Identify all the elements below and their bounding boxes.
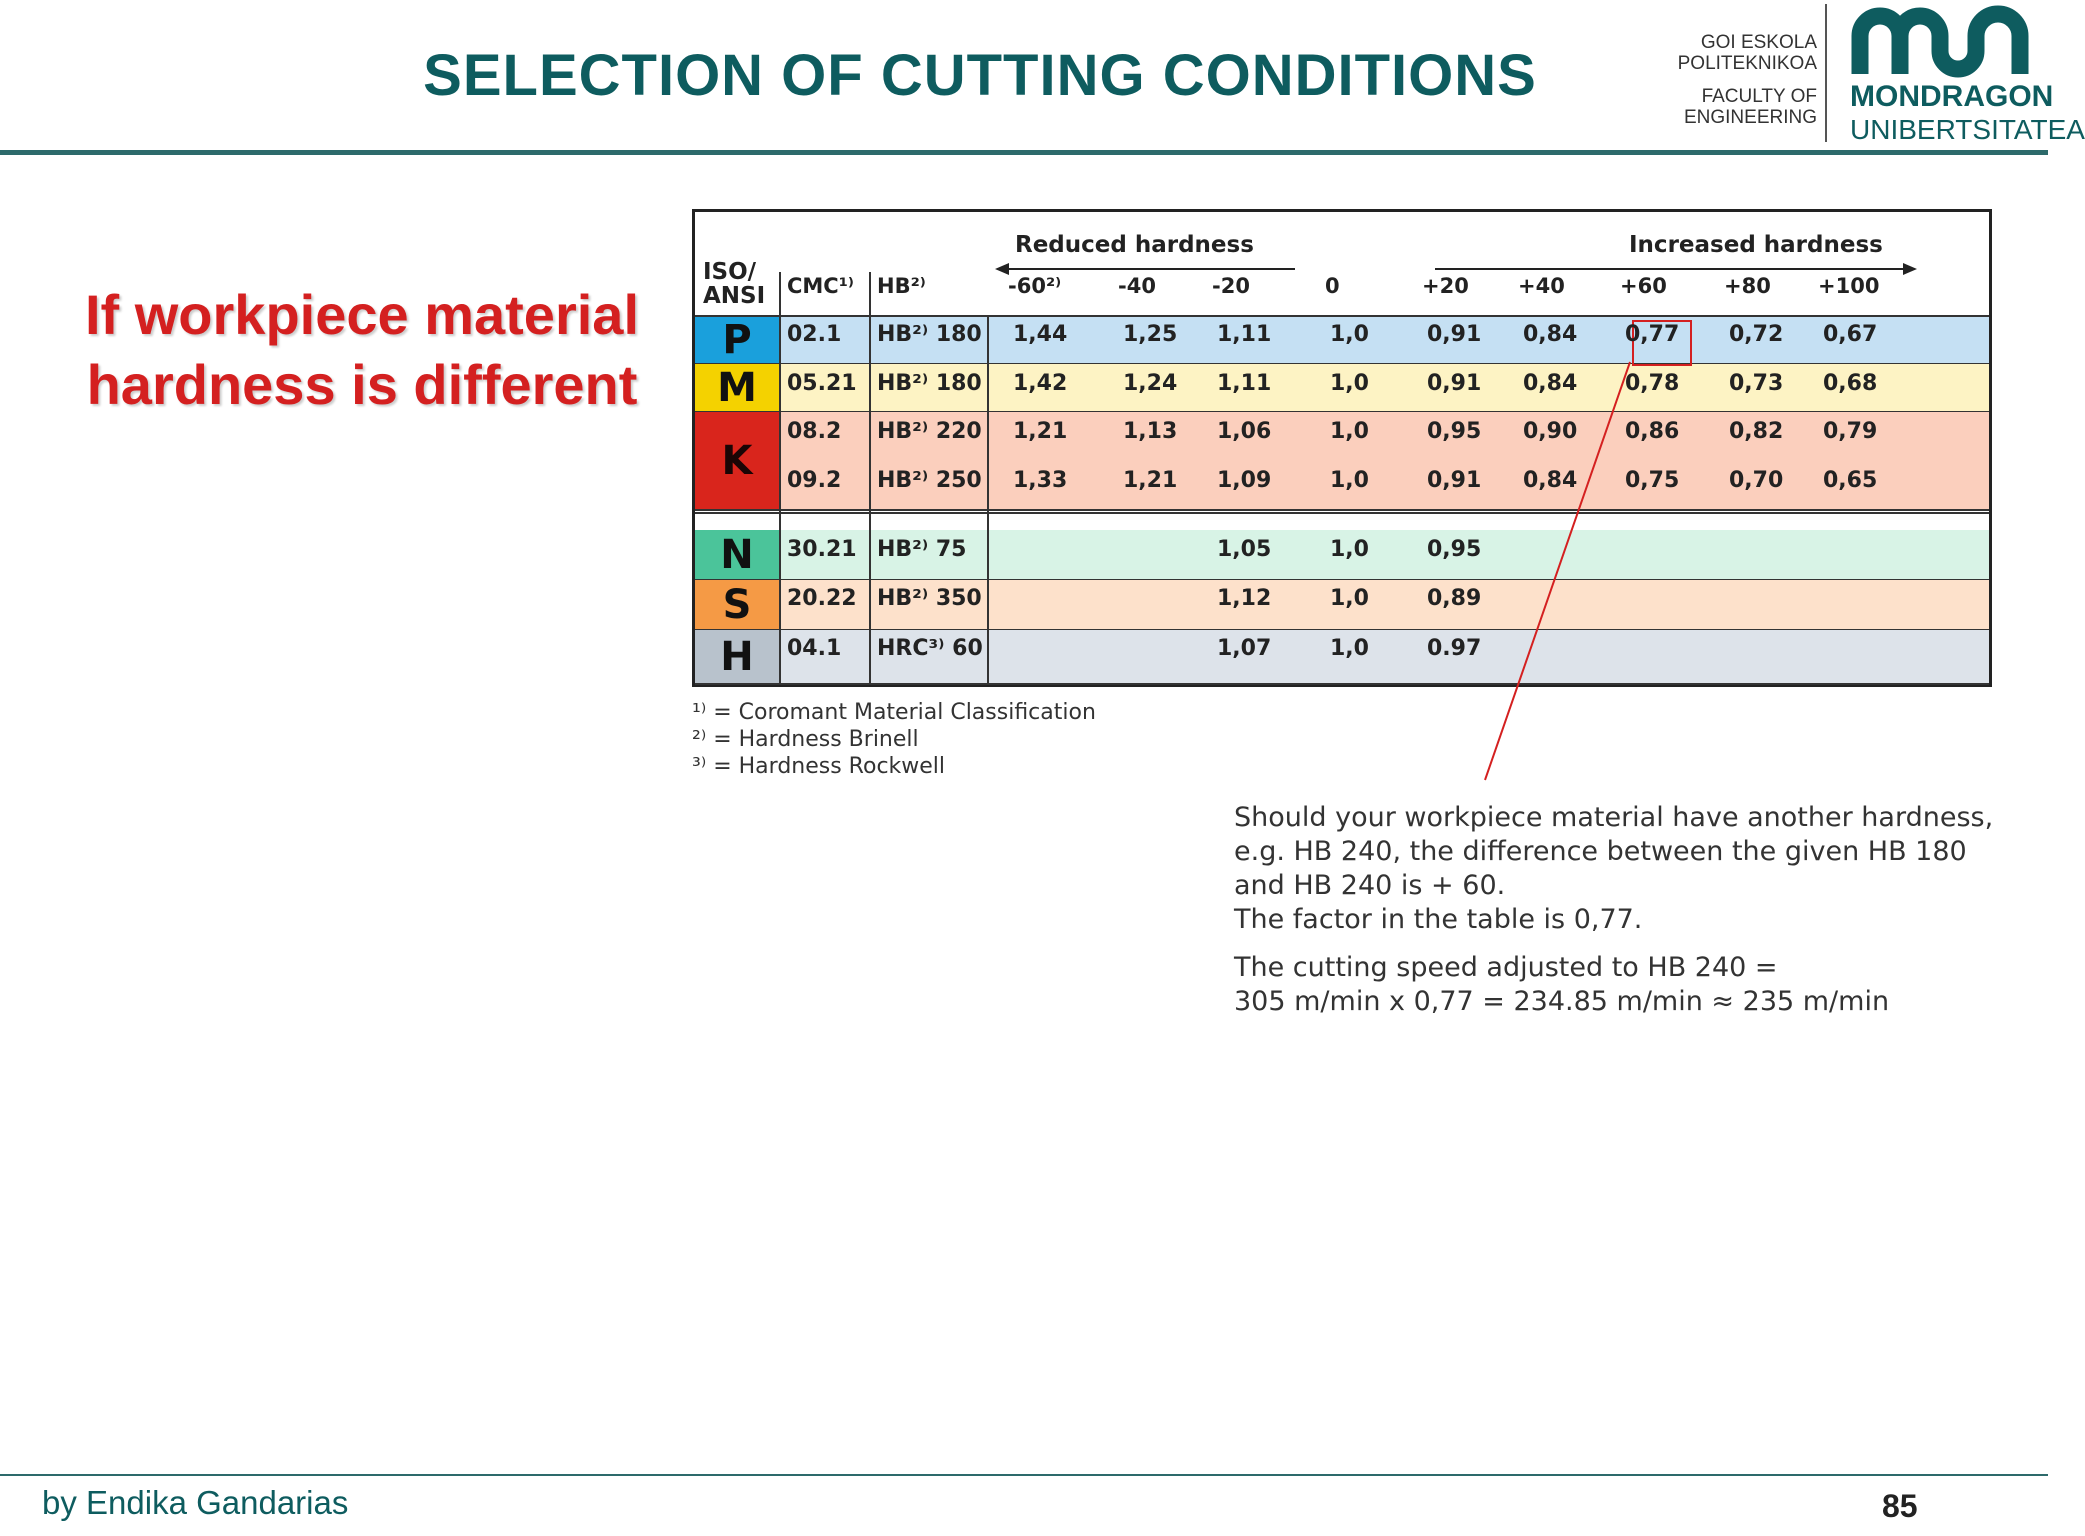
- mondragon-logo-icon: [1850, 6, 2035, 78]
- col-divider: [779, 272, 781, 684]
- factor-cell: 0,95: [1427, 419, 1482, 444]
- factor-cell: 1,0: [1330, 322, 1369, 347]
- factor-cell: 1,33: [1013, 468, 1068, 493]
- factor-cell: 1,0: [1330, 636, 1369, 661]
- factor-cell: 0,91: [1427, 371, 1482, 396]
- iso-group-p: P: [695, 315, 779, 364]
- header-rule: [0, 150, 2048, 155]
- cmc-header: CMC¹⁾: [787, 274, 854, 298]
- row-divider: [695, 509, 1989, 511]
- factor-cell: 0,72: [1729, 322, 1784, 347]
- factor-cell: 0,95: [1427, 537, 1482, 562]
- factor-cell: 1,05: [1217, 537, 1272, 562]
- value-column-header: +60: [1620, 274, 1667, 298]
- faculty-line: ENGINEERING: [1683, 107, 1817, 128]
- factor-cell: 0,65: [1823, 468, 1878, 493]
- factor-cell: 1,25: [1123, 322, 1178, 347]
- header-divider: [695, 315, 1989, 317]
- footnote: ¹⁾ = Coromant Material Classification: [692, 700, 1096, 725]
- iso-group-k: K: [695, 412, 779, 510]
- footer-rule: [0, 1474, 2048, 1476]
- value-column-header: +20: [1422, 274, 1469, 298]
- increased-hardness-label: Increased hardness: [1629, 232, 1883, 258]
- note-line: Should your workpiece material have another hardness,: [1234, 802, 1994, 833]
- factor-cell: 1,0: [1330, 419, 1369, 444]
- reduced-hardness-label: Reduced hardness: [1015, 232, 1254, 258]
- value-column-header: +80: [1724, 274, 1771, 298]
- factor-cell: 1,11: [1217, 371, 1272, 396]
- faculty-line: FACULTY OF: [1701, 86, 1817, 107]
- logo-name: MONDRAGON: [1850, 80, 2054, 113]
- iso-header-line: ISO/: [703, 259, 757, 285]
- logo-subtitle: UNIBERTSITATEA: [1850, 114, 2085, 145]
- hb-cell: HB²⁾ 250: [877, 468, 982, 493]
- cmc-cell: 08.2: [787, 419, 842, 444]
- factor-cell: 0,90: [1523, 419, 1578, 444]
- col-divider: [987, 315, 989, 684]
- factor-cell: 1,12: [1217, 586, 1272, 611]
- hb-header: HB²⁾: [877, 274, 926, 298]
- iso-group-h: H: [695, 630, 779, 684]
- cmc-cell: 05.21: [787, 371, 857, 396]
- factor-cell: 0,84: [1523, 371, 1578, 396]
- factor-cell: 1,09: [1217, 468, 1272, 493]
- factor-cell: 0,77: [1625, 322, 1680, 347]
- hb-cell: HB²⁾ 350: [877, 586, 982, 611]
- footnote: ²⁾ = Hardness Brinell: [692, 727, 919, 752]
- factor-cell: 0,86: [1625, 419, 1680, 444]
- factor-cell: 1,06: [1217, 419, 1272, 444]
- factor-cell: 0,91: [1427, 468, 1482, 493]
- factor-cell: 1,0: [1330, 586, 1369, 611]
- note-line: 305 m/min x 0,77 = 234.85 m/min ≈ 235 m/min: [1234, 986, 1890, 1017]
- note-line: e.g. HB 240, the difference between the given HB 180: [1234, 836, 1967, 867]
- annotation-pointer-icon: [1480, 360, 1640, 785]
- value-column-header: +100: [1818, 274, 1880, 298]
- factor-cell: 0.97: [1427, 636, 1482, 661]
- factor-cell: 0,75: [1625, 468, 1680, 493]
- factor-cell: 1,0: [1330, 371, 1369, 396]
- note-line: and HB 240 is + 60.: [1234, 870, 1506, 901]
- hb-cell: HB²⁾ 180: [877, 371, 982, 396]
- factor-cell: 1,13: [1123, 419, 1178, 444]
- headline-line: hardness is different: [86, 353, 638, 416]
- factor-cell: 0,68: [1823, 371, 1878, 396]
- faculty-line: GOI ESKOLA: [1700, 32, 1817, 53]
- factor-cell: 1,21: [1123, 468, 1178, 493]
- iso-group-s: S: [695, 580, 779, 630]
- faculty-line: POLITEKNIKOA: [1677, 53, 1817, 74]
- ansi-header-line: ANSI: [703, 283, 766, 309]
- iso-ansi-header: [703, 260, 765, 308]
- value-column-header: -20: [1212, 274, 1250, 298]
- page-number: 85: [1882, 1488, 1918, 1524]
- cmc-cell: 30.21: [787, 537, 857, 562]
- cmc-cell: 09.2: [787, 468, 842, 493]
- factor-cell: 0,91: [1427, 322, 1482, 347]
- factor-cell: 0,70: [1729, 468, 1784, 493]
- hb-cell: HB²⁾ 180: [877, 322, 982, 347]
- factor-cell: 0,84: [1523, 468, 1578, 493]
- note-line: The factor in the table is 0,77.: [1234, 904, 1643, 935]
- factor-cell: 0,78: [1625, 371, 1680, 396]
- iso-group-m: M: [695, 364, 779, 412]
- slide-title: SELECTION OF CUTTING CONDITIONS: [423, 43, 1537, 108]
- factor-cell: 1,0: [1330, 537, 1369, 562]
- cmc-cell: 20.22: [787, 586, 857, 611]
- hb-cell: HB²⁾ 75: [877, 537, 967, 562]
- hb-cell: HRC³⁾ 60: [877, 636, 983, 661]
- row-divider: [695, 683, 1989, 685]
- factor-cell: 1,24: [1123, 371, 1178, 396]
- factor-cell: 0,84: [1523, 322, 1578, 347]
- value-column-header: -40: [1118, 274, 1156, 298]
- factor-cell: 0,67: [1823, 322, 1878, 347]
- factor-cell: 0,79: [1823, 419, 1878, 444]
- cmc-cell: 04.1: [787, 636, 842, 661]
- value-column-header: -60²⁾: [1008, 274, 1062, 298]
- note-line: The cutting speed adjusted to HB 240 =: [1234, 952, 1778, 983]
- factor-cell: 1,11: [1217, 322, 1272, 347]
- iso-group-n: N: [695, 530, 779, 580]
- headline: [62, 280, 662, 420]
- factor-cell: 0,82: [1729, 419, 1784, 444]
- hb-cell: HB²⁾ 220: [877, 419, 982, 444]
- author-credit: by Endika Gandarias: [42, 1484, 349, 1521]
- group-gap-divider: [695, 512, 1989, 514]
- footnote: ³⁾ = Hardness Rockwell: [692, 754, 946, 779]
- logo-divider: [1825, 4, 1827, 142]
- factor-cell: 1,44: [1013, 322, 1068, 347]
- factor-cell: 0,73: [1729, 371, 1784, 396]
- factor-cell: 1,07: [1217, 636, 1272, 661]
- factor-cell: 1,21: [1013, 419, 1068, 444]
- value-column-header: +40: [1518, 274, 1565, 298]
- factor-cell: 0,89: [1427, 586, 1482, 611]
- faculty-text: [1655, 32, 1817, 128]
- cmc-cell: 02.1: [787, 322, 842, 347]
- hardness-factor-table: [692, 209, 1992, 687]
- factor-cell: 1,0: [1330, 468, 1369, 493]
- col-divider: [869, 272, 871, 684]
- factor-cell: 1,42: [1013, 371, 1068, 396]
- value-column-header: 0: [1325, 274, 1340, 298]
- headline-line: If workpiece material: [84, 283, 639, 346]
